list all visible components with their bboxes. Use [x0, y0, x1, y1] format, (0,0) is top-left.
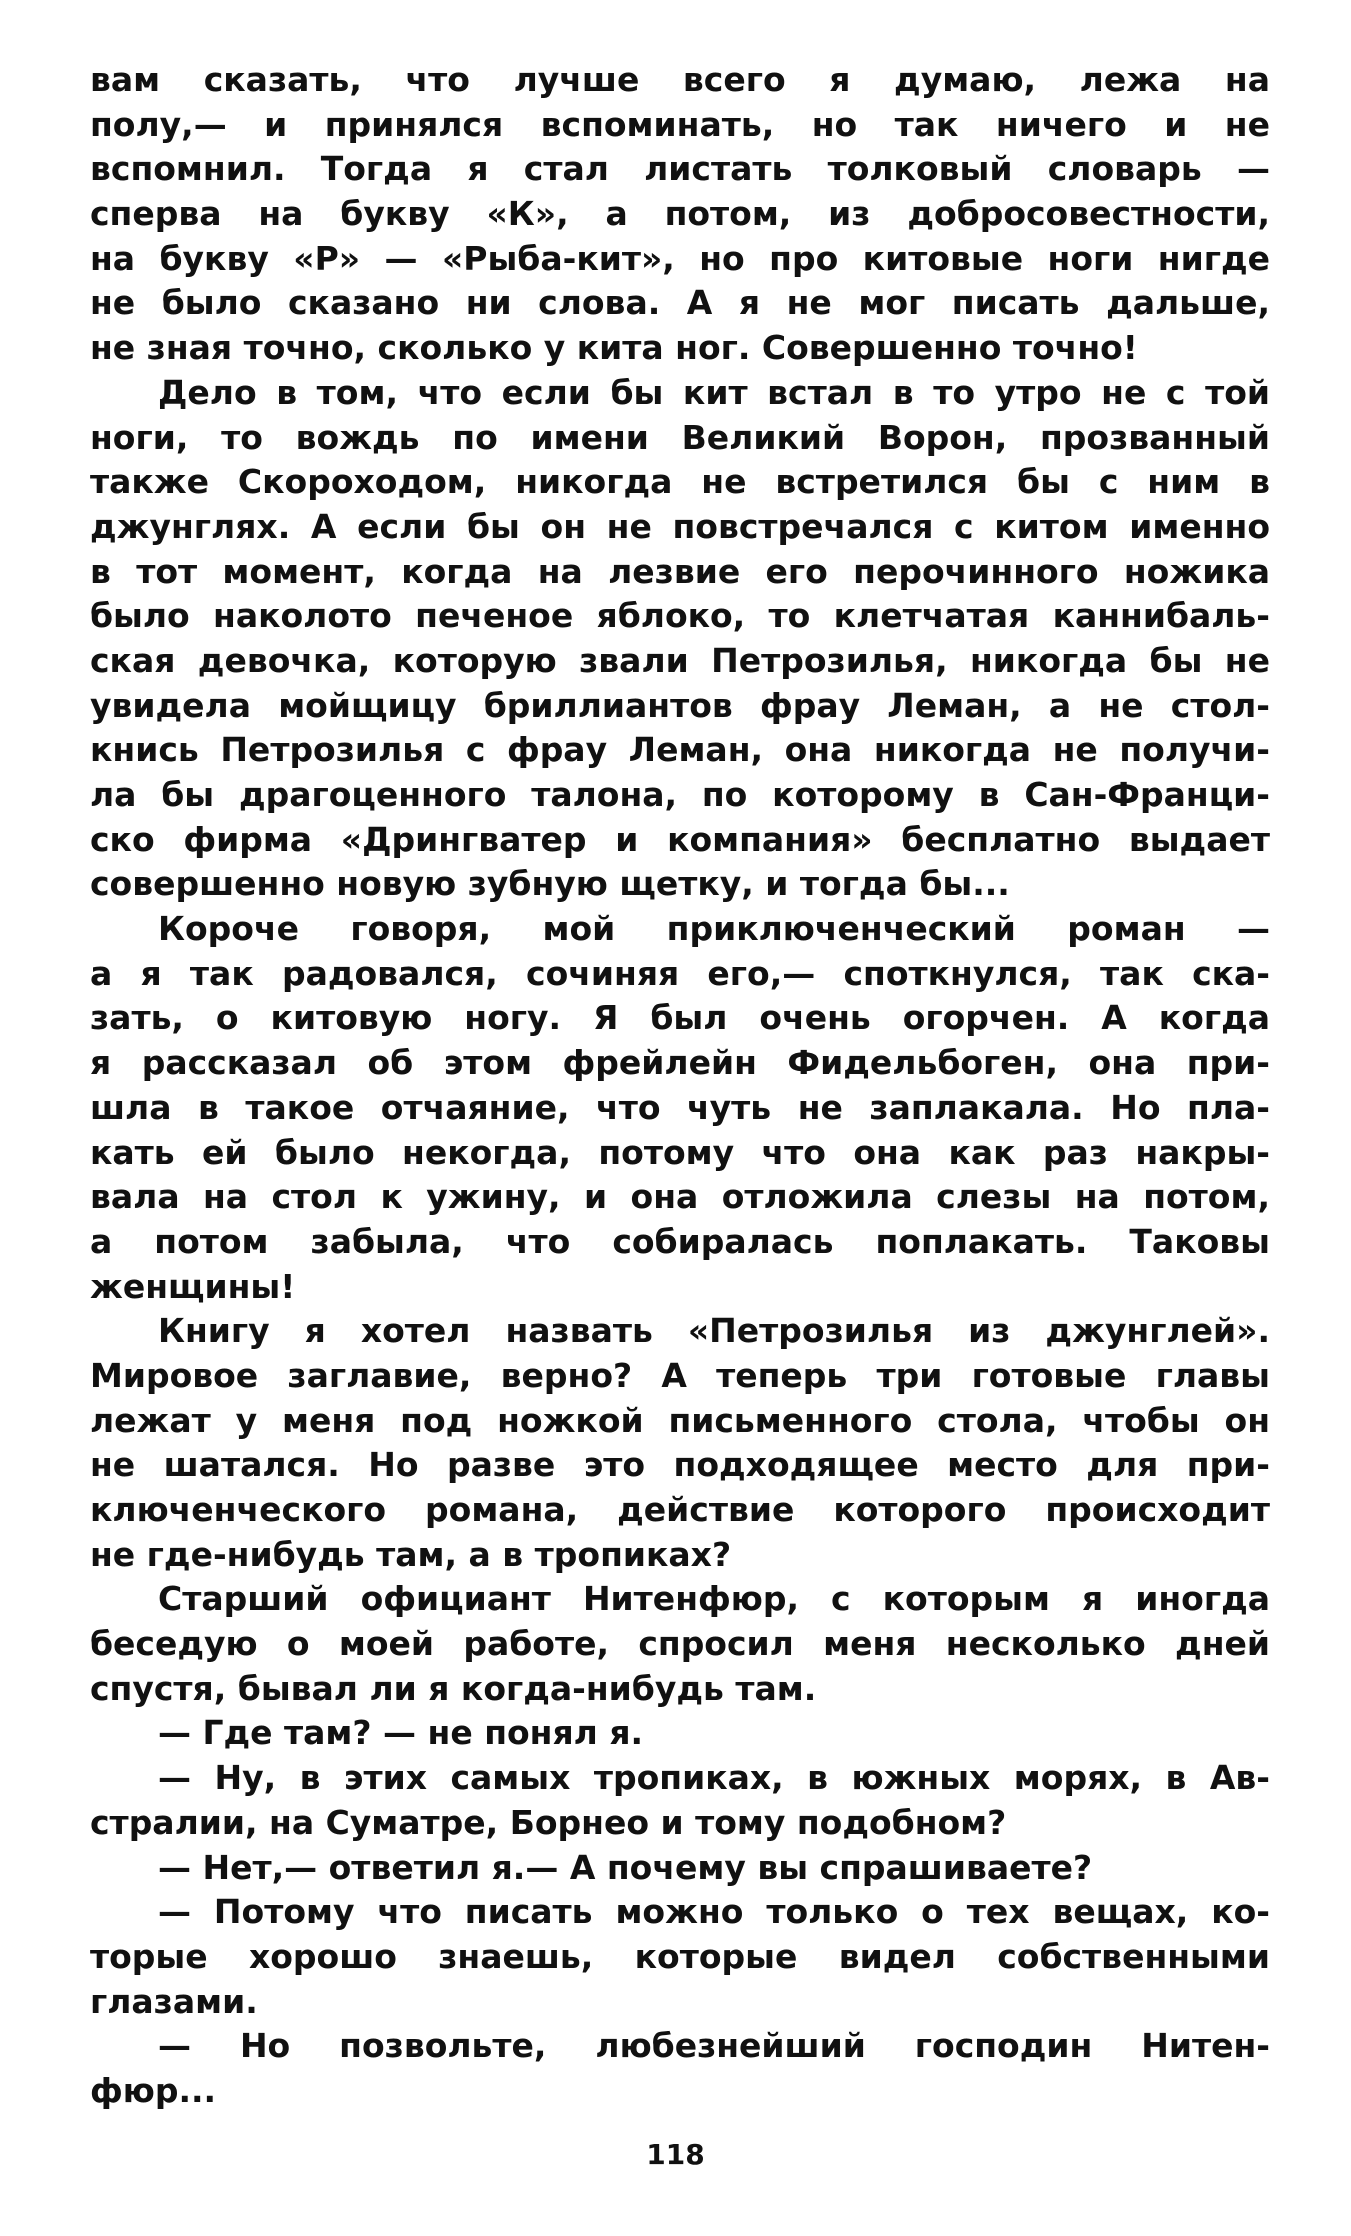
text-line: совершенно новую зубную щетку, и тогда бы... — [90, 864, 1010, 904]
text-line: ско фирма «Дрингватер и компания» бесплатно выдает — [90, 819, 1270, 859]
text-line: также Скороходом, никогда не встретился бы с ним в — [90, 462, 1270, 502]
text-line: Старший официант Нитенфюр, с которым я иногда — [158, 1579, 1270, 1619]
text-line: вспомнил. Тогда я стал листать толковый словарь — — [90, 149, 1270, 189]
text-line: — Потому что писать можно только о тех вещах, ко- — [158, 1892, 1270, 1932]
text-line: глазами. — [90, 1981, 258, 2021]
paragraph — [90, 1890, 1270, 2024]
paragraph — [90, 1711, 1270, 1756]
text-line: кать ей было некогда, потому что она как раз накры- — [90, 1132, 1270, 1172]
page-number: 118 — [646, 2138, 705, 2171]
text-line: Дело в том, что если бы кит встал в то утро не с той — [158, 372, 1270, 412]
text-line: не шатался. Но разве это подходящее место для при- — [90, 1445, 1270, 1485]
text-line: женщины! — [90, 1266, 296, 1306]
text-line: джунглях. А если бы он не повстречался с китом именно — [90, 506, 1270, 546]
text-line: Книгу я хотел назвать «Петрозилья из джунглей». — [158, 1311, 1270, 1351]
text-line: ла бы драгоценного талона, по которому в Сан-Франци- — [90, 775, 1270, 814]
text-line: полу,— и принялся вспоминать, но так ничего и не — [90, 104, 1270, 144]
paragraph — [90, 1846, 1270, 1891]
text-line: — Но позвольте, любезнейший господин Нитен- — [158, 2026, 1270, 2066]
text-line: беседую о моей работе, спросил меня несколько дней — [90, 1624, 1270, 1664]
book-page — [90, 58, 1270, 2114]
text-line: а потом забыла, что собиралась поплакать. Таковы — [90, 1221, 1270, 1261]
text-line: торые хорошо знаешь, которые видел собственными — [90, 1936, 1270, 1976]
text-line: лежат у меня под ножкой письменного стола, чтобы он — [90, 1400, 1270, 1440]
paragraph — [90, 58, 1270, 371]
text-line: шла в такое отчаяние, что чуть не заплакала. Но пла- — [90, 1087, 1270, 1127]
paragraph — [90, 2024, 1270, 2113]
text-line: — Где там? — не понял я. — [158, 1713, 644, 1753]
text-line: не было сказано ни слова. А я не мог писать дальше, — [90, 283, 1270, 323]
text-line: — Ну, в этих самых тропиках, в южных морях, в Ав- — [158, 1758, 1270, 1798]
text-line: а я так радовался, сочиняя его,— споткнулся, так ска- — [90, 953, 1270, 993]
text-line: спустя, бывал ли я когда-нибудь там. — [90, 1668, 817, 1708]
text-line: Мировое заглавие, верно? А теперь три готовые главы — [90, 1355, 1270, 1395]
paragraph — [90, 907, 1270, 1309]
text-line: Короче говоря, мой приключенческий роман — — [158, 909, 1270, 949]
paragraph — [90, 1577, 1270, 1711]
text-line: вам сказать, что лучше всего я думаю, лежа на — [90, 60, 1270, 99]
text-line: было наколото печеное яблоко, то клетчатая каннибаль- — [90, 596, 1270, 636]
text-line: ключенческого романа, действие которого происходит — [90, 1490, 1270, 1529]
text-line: стралии, на Суматре, Борнео и тому подобном? — [90, 1802, 1007, 1842]
text-line: ноги, то вождь по имени Великий Ворон, прозванный — [90, 417, 1270, 457]
text-line: увидела мойщицу бриллиантов фрау Леман, а не стол- — [90, 685, 1270, 725]
text-line: в тот момент, когда на лезвие его перочинного ножика — [90, 551, 1270, 591]
text-line: ская девочка, которую звали Петрозилья, никогда бы не — [90, 640, 1270, 680]
text-line: не зная точно, сколько у кита ног. Совершенно точно! — [90, 328, 1138, 368]
text-line: я рассказал об этом фрейлейн Фидельбоген, она при- — [90, 1043, 1270, 1083]
text-line: кнись Петрозилья с фрау Леман, она никогда не получи- — [90, 730, 1270, 770]
paragraph — [90, 1756, 1270, 1845]
text-line: не где-нибудь там, а в тропиках? — [90, 1534, 732, 1574]
paragraph — [90, 1309, 1270, 1577]
text-line: вала на стол к ужину, и она отложила слезы на потом, — [90, 1177, 1270, 1217]
text-line: фюр... — [90, 2070, 217, 2110]
text-line: сперва на букву «К», а потом, из добросовестности, — [90, 194, 1270, 234]
text-line: зать, о китовую ногу. Я был очень огорчен. А когда — [90, 998, 1270, 1038]
text-line: — Нет,— ответил я.— А почему вы спрашиваете? — [158, 1847, 1093, 1887]
text-line: на букву «Р» — «Рыба-кит», но про китовые ноги нигде — [90, 238, 1270, 278]
paragraph — [90, 371, 1270, 907]
